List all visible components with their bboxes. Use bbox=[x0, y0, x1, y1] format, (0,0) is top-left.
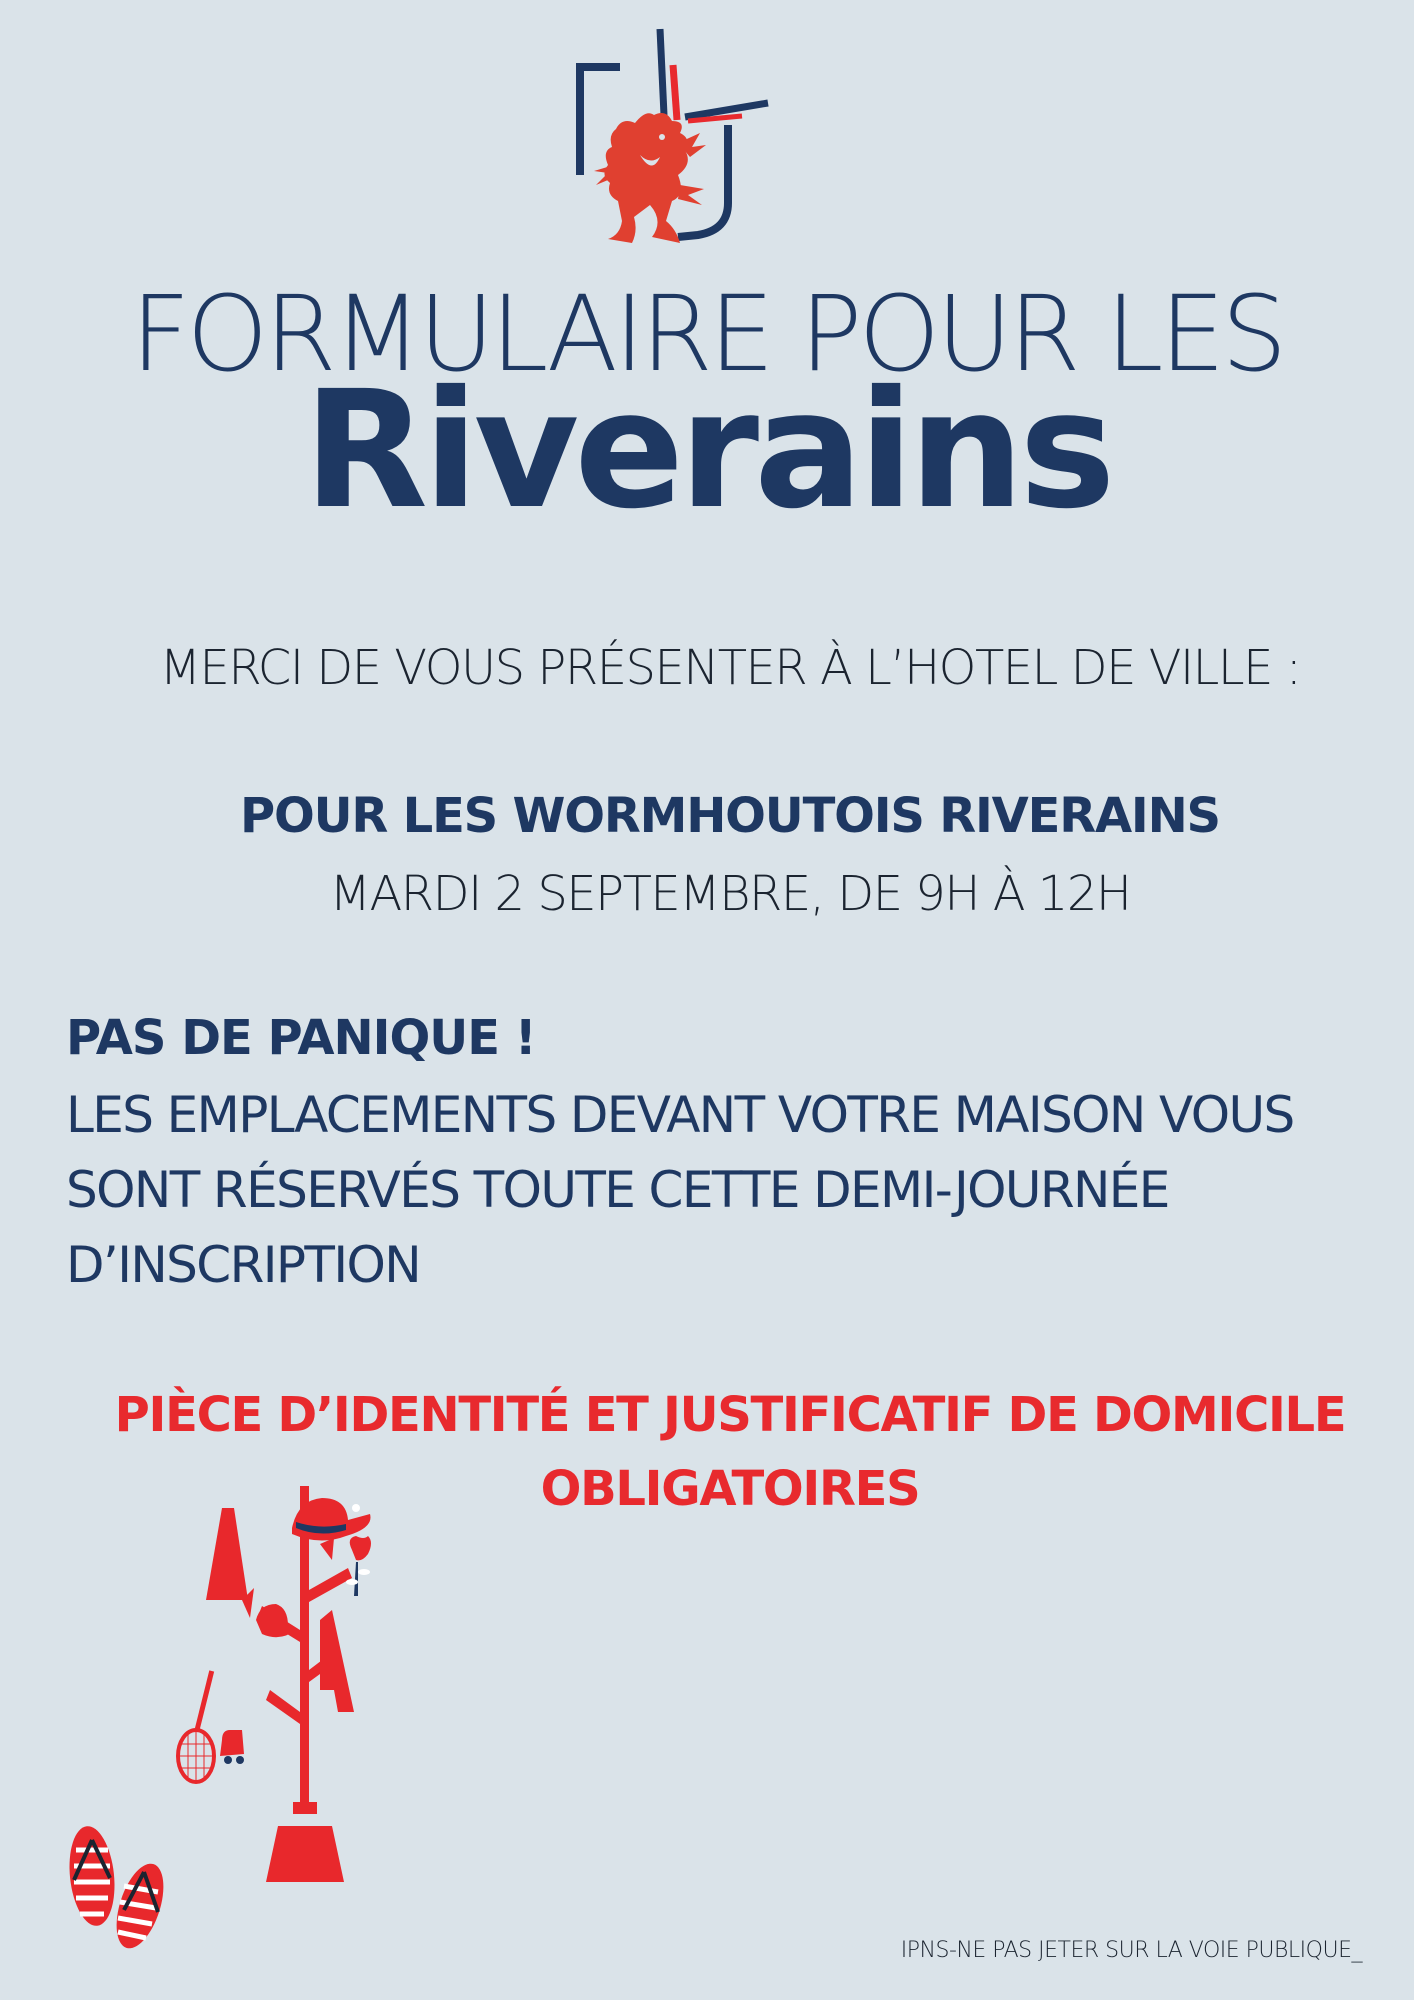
schedule-datetime: MARDI 2 SEPTEMBRE, DE 9H À 12H bbox=[329, 866, 1131, 922]
page-title-main: Riverains bbox=[303, 357, 1111, 545]
requirements-line1: PIÈCE D’IDENTITÉ ET JUSTIFICATIF DE DOMICILE bbox=[114, 1387, 1346, 1443]
footer-legal-text: IPNS-NE PAS JETER SUR LA VOIE PUBLIQUE_ bbox=[900, 1938, 1362, 1963]
notice-title: PAS DE PANIQUE ! bbox=[66, 1010, 536, 1066]
audience-text: POUR LES WORMHOUTOIS RIVERAINS bbox=[240, 788, 1220, 844]
city-crest-lion-icon bbox=[560, 25, 780, 255]
coat-rack-icon bbox=[170, 1480, 440, 1890]
notice-body: LES EMPLACEMENTS DEVANT VOTRE MAISON VOUS SONT RÉSERVÉS TOUTE CETTE DEMI-JOURNÉE D’INSCRIPTION bbox=[66, 1086, 1294, 1294]
requirements-line2: OBLIGATOIRES bbox=[540, 1461, 920, 1517]
flip-flops-icon bbox=[62, 1820, 177, 1955]
intro-text: MERCI DE VOUS PRÉSENTER À L’HOTEL DE VILLE : bbox=[159, 640, 1301, 696]
page-title-line1: FORMULAIRE POUR LES bbox=[130, 273, 1284, 395]
